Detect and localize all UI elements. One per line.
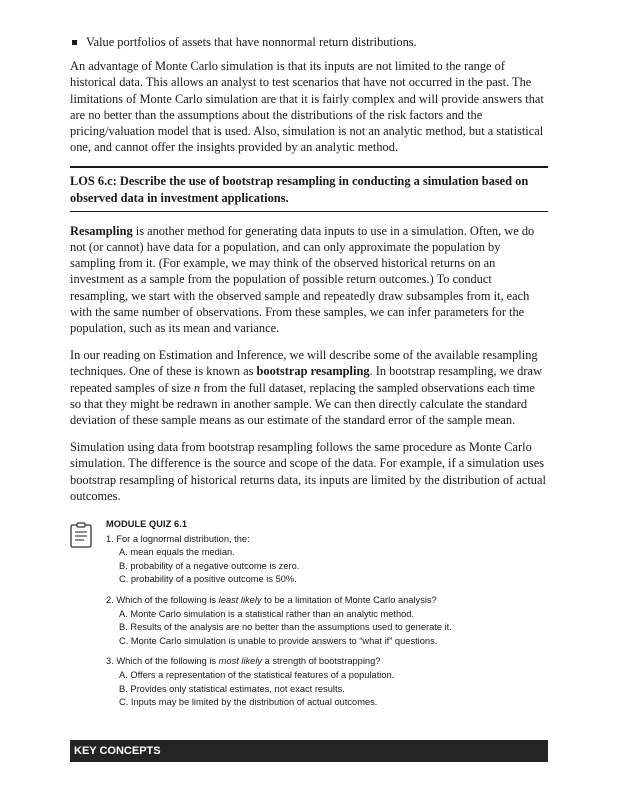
question-text xyxy=(106,655,548,669)
quiz-question-3 xyxy=(106,655,548,709)
bootstrap-text-1: In our reading on Estimation and Inference, we will describe some of the available resampling techniques. One of these is known as xyxy=(70,348,538,379)
quiz-question-1 xyxy=(106,533,548,587)
term-resampling: Resampling xyxy=(70,223,133,238)
answer-option: B. Results of the analysis are no better than the assumptions used to generate it. xyxy=(119,622,452,633)
los-bottom-rule xyxy=(70,211,548,212)
module-quiz xyxy=(70,518,548,710)
bootstrap-text-3: from the full dataset, replacing the sampled observations each time so that they might be redrawn in another sample. We can then directly calculate the standard deviation of these sample means as our estimate of the standard error of the sample mean. xyxy=(70,380,535,428)
question-text-post: a strength of bootstrapping? xyxy=(262,656,381,667)
page-content xyxy=(70,34,548,710)
question-emphasis: most likely xyxy=(218,656,263,667)
answer-option: A. Offers a representation of the statistical features of a population. xyxy=(119,670,395,681)
variable-n: n xyxy=(193,380,201,395)
term-bootstrap-resampling: bootstrap resampling xyxy=(256,364,370,379)
answer-option: C. Monte Carlo simulation is unable to provide answers to “what if” questions. xyxy=(119,635,438,646)
answer-option: C. probability of a positive outcome is 50%. xyxy=(119,574,297,585)
question-emphasis: least likely xyxy=(218,595,262,606)
answer-option: C. Inputs may be limited by the distribution of actual outcomes. xyxy=(119,697,378,708)
question-text-pre: 2. Which of the following is xyxy=(106,595,219,606)
paragraph-resampling xyxy=(70,223,548,336)
quiz-question-2 xyxy=(106,594,548,648)
answer-option: B. probability of a negative outcome is zero. xyxy=(119,560,300,571)
answer-option: A. mean equals the median. xyxy=(119,547,235,558)
bullet-item xyxy=(72,34,548,50)
clipboard-icon xyxy=(70,522,92,548)
bullet-text: Value portfolios of assets that have nonnormal return distributions. xyxy=(86,35,417,49)
bootstrap-text-2: . In bootstrap resampling, we draw repeated samples of size xyxy=(70,364,542,395)
bullet-square-icon xyxy=(72,40,77,45)
resampling-text: is another method for generating data inputs to use in a simulation. Often, we do not (or cannot) have data for a population, and can only approximate the population by sampling from it. (For example, we may think of the observed historical returns on an investment as a sample from the population of possible return outcomes.) To conduct resampling, we start with the observed sample and repeatedly draw subsamples from it, each with the same number of observations. From these samples, we can infer parameters for the population, such as its mean and variance. xyxy=(70,223,535,336)
paragraph-bootstrap xyxy=(70,347,548,428)
paragraph-monte-carlo-advantage: An advantage of Monte Carlo simulation is that its inputs are not limited to the range of historical data. This allows an analyst to test scenarios that have not occurred in the past. The limitations of Monte Carlo simulation are that it is fairly complex and will provide answers that are no better than the assumptions about the distributions of the risk factors and the pricing/valuation model that is used. Also, simulation is not an analytic method, but a statistical one, and cannot offer the insights provided by an analytic method. xyxy=(70,59,544,155)
question-text xyxy=(106,594,548,608)
key-concepts-banner xyxy=(70,740,548,762)
quiz-title: MODULE QUIZ 6.1 xyxy=(106,519,188,530)
los-heading: LOS 6.c: Describe the use of bootstrap resampling in conducting a simulation based on observed data in investment applications. xyxy=(70,174,529,205)
question-text-pre: 3. Which of the following is xyxy=(106,656,219,667)
key-concepts-title: KEY CONCEPTS xyxy=(74,745,161,757)
answer-option: B. Provides only statistical estimates, not exact results. xyxy=(119,683,345,694)
answer-option: A. Monte Carlo simulation is a statistical rather than an analytic method. xyxy=(119,608,415,619)
question-text: 1. For a lognormal distribution, the: xyxy=(106,533,250,544)
paragraph-simulation: Simulation using data from bootstrap resampling follows the same procedure as Monte Carlo simulation. The difference is the source and scope of the data. For example, if a simulation uses bootstrap resampling of historical returns data, its inputs are limited by the distribution of actual outcomes. xyxy=(70,440,546,503)
question-text-post: to be a limitation of Monte Carlo analysis? xyxy=(261,595,437,606)
